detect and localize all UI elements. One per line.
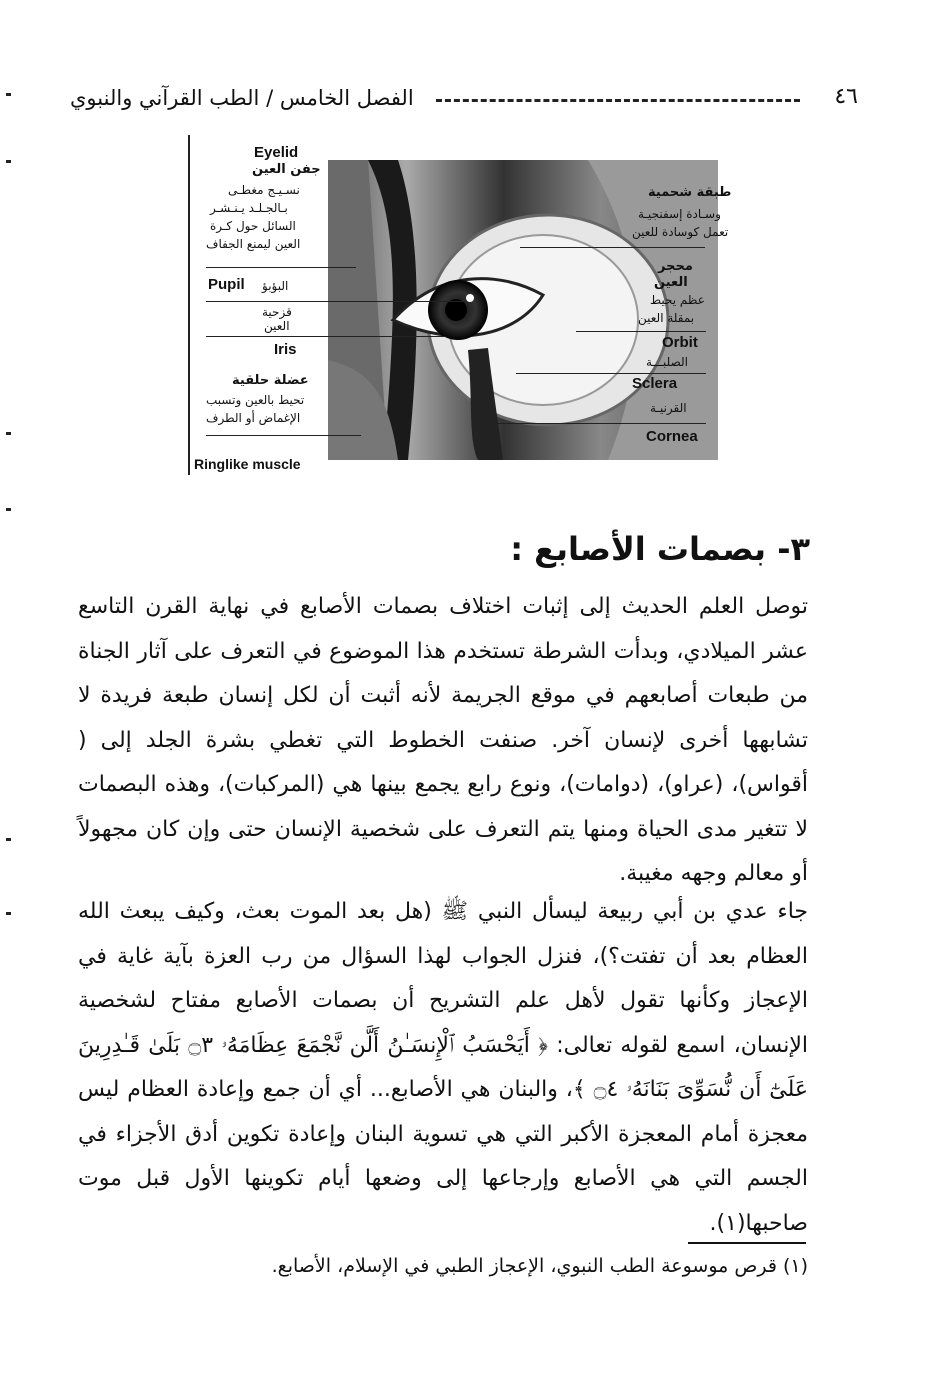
footnote: (١) قرص موسوعة الطب النبوي، الإعجاز الطبي في الإسلام، الأصابع.	[271, 1255, 808, 1277]
cornea-label-ar: القرنيـة	[650, 401, 687, 415]
cornea-label-en: Cornea	[646, 428, 698, 445]
orbit-pointer-line	[576, 331, 706, 332]
section-title: ٣- بصمات الأصابع :	[510, 530, 810, 568]
paragraph-text: توصل العلم الحديث إلى إثبات اختلاف بصمات الأصابع في نهاية القرن التاسع عشر الميلادي، وبدأت الشرطة تستخدم هذا الموضوع في التعرف على آثار الجناة من طبعات أصابعهم في موقع الجريمة لأنه أثبت أن لكل إنسان طبعة فريدة لا تشابهها أخرى لإنسان آخر. صنفت الخطوط التي تغطي بشرة الجلد إلى ( أقواس)، (عراو)، (دوامات)، ونوع رابع يجمع بينها هي (المركبات)، وهذه البصمات لا تتغير مدى الحياة ومنها يتم التعرف على شخصية الإنسان حتى وإن كان مجهولاً أو معالم وجهه مغيبة.	[78, 594, 808, 886]
page-number: ٤٦	[834, 84, 858, 109]
eyelid-desc-line: السائل حول كـرة	[210, 219, 296, 233]
header-divider	[436, 99, 800, 102]
fat-layer-pointer-line	[520, 247, 705, 248]
paragraph-verse	[78, 890, 808, 1246]
pupil-label-en: Pupil	[208, 276, 245, 293]
eyelid-pointer-line	[206, 267, 356, 268]
orbit-desc-line: عظم يحيط	[650, 293, 705, 307]
scan-mark	[6, 160, 11, 163]
orbit-label-en: Orbit	[662, 334, 698, 351]
sclera-pointer-line	[516, 373, 706, 374]
fat-layer-label-ar: طبقة شحمية	[648, 185, 732, 200]
scan-mark	[6, 93, 11, 96]
sclera-label-en: Sclera	[632, 375, 678, 392]
iris-label-ar: العين	[264, 319, 290, 333]
ring-muscle-pointer-line	[206, 435, 361, 436]
iris-label-ar: قزحية	[262, 305, 292, 319]
orbit-desc-line: بمقلة العين	[638, 311, 695, 325]
eye-anatomy-figure	[180, 135, 732, 480]
ring-muscle-label-en: Ringlike muscle	[194, 456, 301, 472]
scan-mark	[6, 912, 11, 915]
ring-muscle-label-ar: عضلة حلقية	[232, 373, 309, 388]
scan-mark	[6, 432, 11, 435]
cornea-pointer-line	[496, 423, 706, 424]
ring-muscle-desc-line: تحيط بالعين وتسبب	[206, 393, 305, 407]
scan-mark	[6, 508, 11, 511]
eyelid-desc-line: بـالجـلـد يـنـشـر	[210, 201, 288, 215]
eyelid-desc-line: العين ليمنع الجفاف	[206, 237, 301, 251]
fat-layer-desc-line: تعمل كوسادة للعين	[632, 225, 729, 239]
footnote-divider	[688, 1242, 806, 1244]
orbit-label-ar: محجر	[658, 259, 693, 274]
eyelid-label-en: Eyelid	[254, 144, 299, 161]
eyelid-desc-line: نسـيـج مغطـى	[228, 183, 300, 197]
sclera-label-ar: الصلبـــة	[646, 355, 688, 369]
iris-pointer-line	[206, 336, 446, 337]
paragraph-fingerprints	[78, 585, 808, 897]
page-header	[70, 78, 858, 118]
ring-muscle-desc-line: الإغماض أو الطرف	[206, 411, 301, 425]
eyelid-label-ar: جفن العين	[252, 162, 321, 177]
pupil-label-ar: البؤبؤ	[262, 279, 289, 293]
figure-left-rule	[188, 135, 190, 475]
chapter-title: الفصل الخامس / الطب القرآني والنبوي	[70, 86, 414, 110]
scan-mark	[6, 838, 11, 841]
iris-label-en: Iris	[274, 341, 297, 358]
paragraph-text: جاء عدي بن أبي ربيعة ليسأل النبي ﷺ (هل بعد الموت بعث، وكيف يبعث الله العظام بعد أن تفتت؟)، فنزل الجواب لهذا السؤال من رب العزة بآية غاية في الإعجاز وكأنها تقول لأهل علم التشريح أن بصمات الأصابع مفتاح لشخصية الإنسان، اسمع لقوله تعالى: ﴿ أَيَحْسَبُ ٱلْإِنسَـٰنُ أَلَّن نَّجْمَعَ عِظَامَهُۥ ۝٣ بَلَىٰ قَـٰدِرِينَ عَلَىٰٓ أَن نُّسَوِّىَ بَنَانَهُۥ ۝٤ ﴾، والبنان هي الأصابع... أي أن جمع وإعادة العظام ليس معجزة أمام المعجزة الأكبر التي هي تسوية البنان وإعادة تكوين أدق الأجزاء في الجسم التي هي الأصابع وإرجاعها إلى وضعها أيام تكوينها الأول قبل موت صاحبها(١).	[78, 899, 808, 1236]
fat-layer-desc-line: وسـادة إسفنجيـة	[638, 207, 721, 221]
orbit-label-ar: العين	[654, 275, 688, 290]
pupil-pointer-line	[206, 301, 466, 302]
